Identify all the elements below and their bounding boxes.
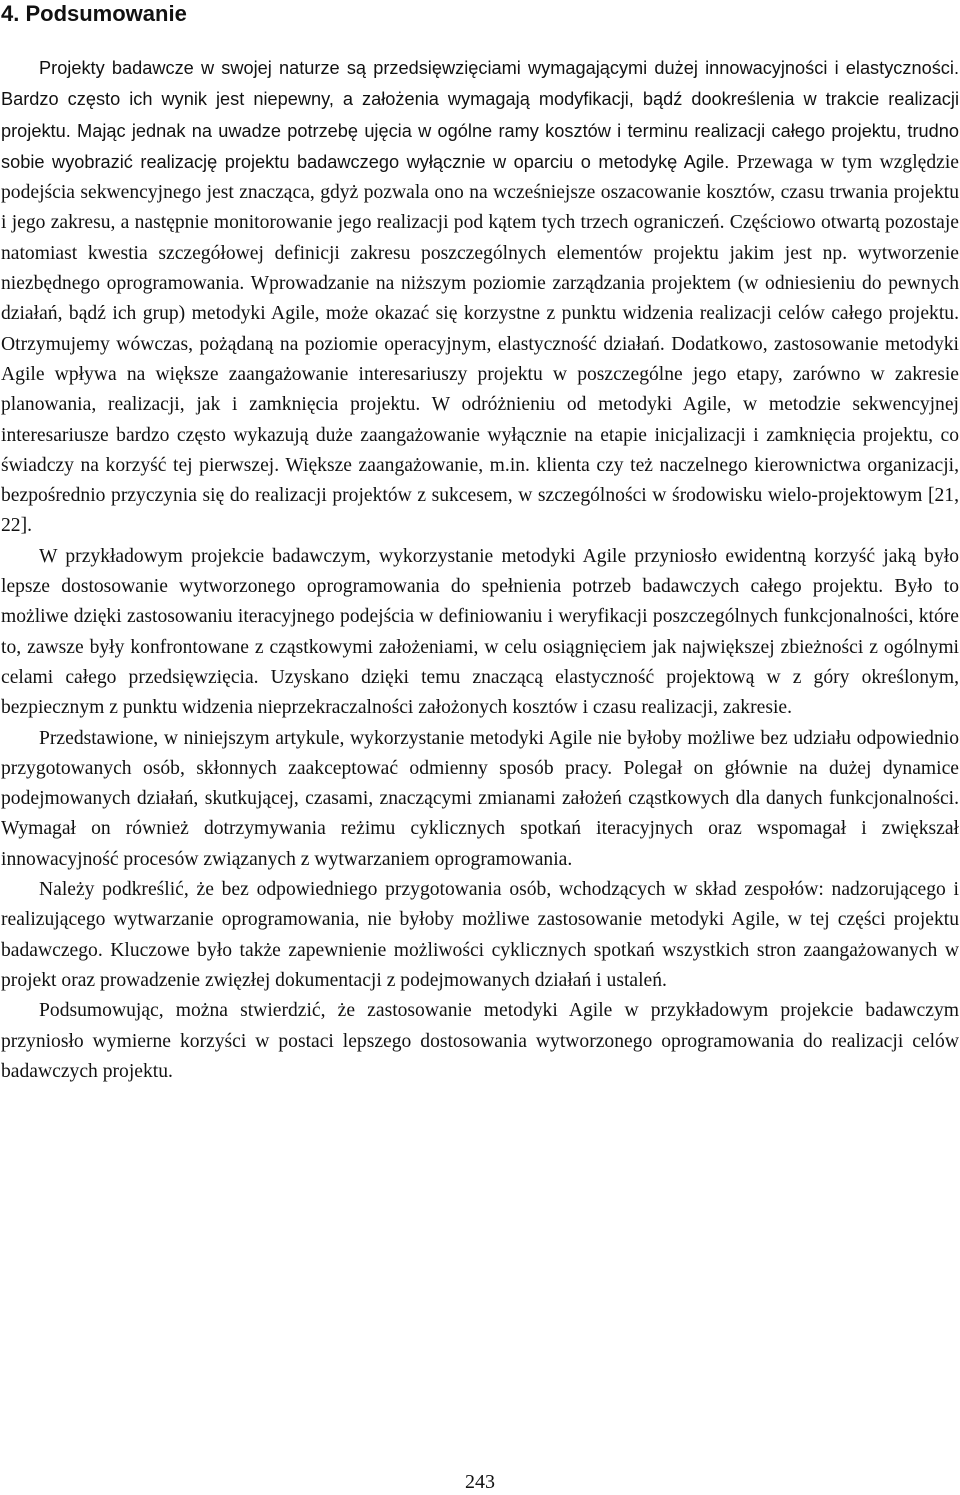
paragraph-1-sans-part: Projekty badawcze w swojej naturze są przedsięwzięciami wymagającymi dużej innowacyjności i elastyczności. Bardzo często ich wynik jest niepewny, a założenia wymagają modyfikacji, bądź dookreślenia w trakcie realizacji projektu. Mając jednak na uwadze potrzebę ujęcia w ogólne ramy kosztów i terminu realizacji całego projektu, trudno sobie wyobrazić realizację projektu badawczego wyłącznie w oparciu o metodykę Agile.	[1, 58, 959, 172]
paragraph-1-serif-part: Przewaga w tym względzie podejścia sekwencyjnego jest znacząca, gdyż pozwala ono na wcześniejsze oszacowanie kosztów, czasu trwania projektu i jego zakresu, a następnie monitorowanie jego realizacji pod kątem tych trzech ograniczeń. Częściowo otwartą pozostaje natomiast kwestia szczegółowej definicji zakresu poszczególnych elementów projektu jakim jest np. wytworzenie niezbędnego oprogramowania. Wprowadzanie na niższym poziomie zarządzania projektem (w odniesieniu do pewnych działań, bądź ich grup) metodyki Agile, może okazać się korzystne z punktu widzenia realizacji celów całego projektu. Otrzymujemy wówczas, pożądaną na poziomie operacyjnym, elastyczność działań. Dodatkowo, zastosowanie metodyki Agile wpływa na większe zaangażowanie interesariuszy projektu w poszczególne jego etapy, zarówno w zakresie planowania, realizacji, jak i zamknięcia projektu. W odróżnieniu od metodyki Agile, w metodzie sekwencyjnej interesariusze bardzo często wykazują duże zaangażowanie wyłącznie na etapie inicjalizacji i zamknięcia projektu, co świadczy na korzyść tej pierwszej. Większe zaangażowanie, m.in. klienta czy też naczelnego kierownictwa organizacji, bezpośrednio przyczynia się do realizacji projektów z sukcesem, w szczególności w środowisku wielo-projektowym [21, 22].	[1, 151, 959, 537]
page-number: 243	[465, 1471, 495, 1493]
section-heading: 4. Podsumowanie	[1, 1, 187, 26]
paragraph-1	[1, 53, 959, 542]
paragraph-3: Przedstawione, w niniejszym artykule, wykorzystanie metodyki Agile nie byłoby możliwe bez udziału odpowiednio przygotowanych osób, skłonnych zaakceptować odmienny sposób pracy. Polegał on głównie na dużej dynamice podejmowanych działań, skutkującej, czasami, znaczącymi zmianami założeń cząstkowych dla danych funkcjonalności. Wymagał on również dotrzymywania reżimu cyklicznych spotkań iteracyjnych oraz wspomagał i zwiększał innowacyjność procesów związanych z wytwarzaniem oprogramowania.	[1, 727, 959, 870]
paragraph-5: Podsumowując, można stwierdzić, że zastosowanie metodyki Agile w przykładowym projekcie badawczym przyniosło wymierne korzyści w postaci lepszego dostosowania wytworzonego oprogramowania do realizacji celów badawczych projektu.	[1, 1000, 959, 1082]
paragraph-2: W przykładowym projekcie badawczym, wykorzystanie metodyki Agile przyniosło ewidentną korzyść jaką było lepsze dostosowanie wytworzonego oprogramowania do spełnienia potrzeb badawczych całego projektu. Było to możliwe dzięki zastosowaniu iteracyjnego podejścia w definiowaniu i weryfikacji poszczególnych funkcjonalności, które to, zawsze były konfrontowane z cząstkowymi założeniami, w celu osiągnięciem jak największej zbieżności z ogólnymi celami całego przedsięwzięcia. Uzyskano dzięki temu znaczącą elastyczność projektową w z góry określonym, bezpiecznym z punktu widzenia nieprzekraczalności założonych kosztów i czasu realizacji, zakresie.	[1, 545, 959, 719]
paragraph-4: Należy podkreślić, że bez odpowiedniego przygotowania osób, wchodzących w skład zespołów: nadzorującego i realizującego wytwarzanie oprogramowania, nie byłoby możliwe zastosowanie metodyki Agile, w tej części projektu badawczego. Kluczowe było także zapewnienie możliwości cyklicznych spotkań wszystkich stron zaangażowanych w projekt oraz prowadzenie zwięzłej dokumentacji z podejmowanych działań i ustaleń.	[1, 879, 959, 991]
